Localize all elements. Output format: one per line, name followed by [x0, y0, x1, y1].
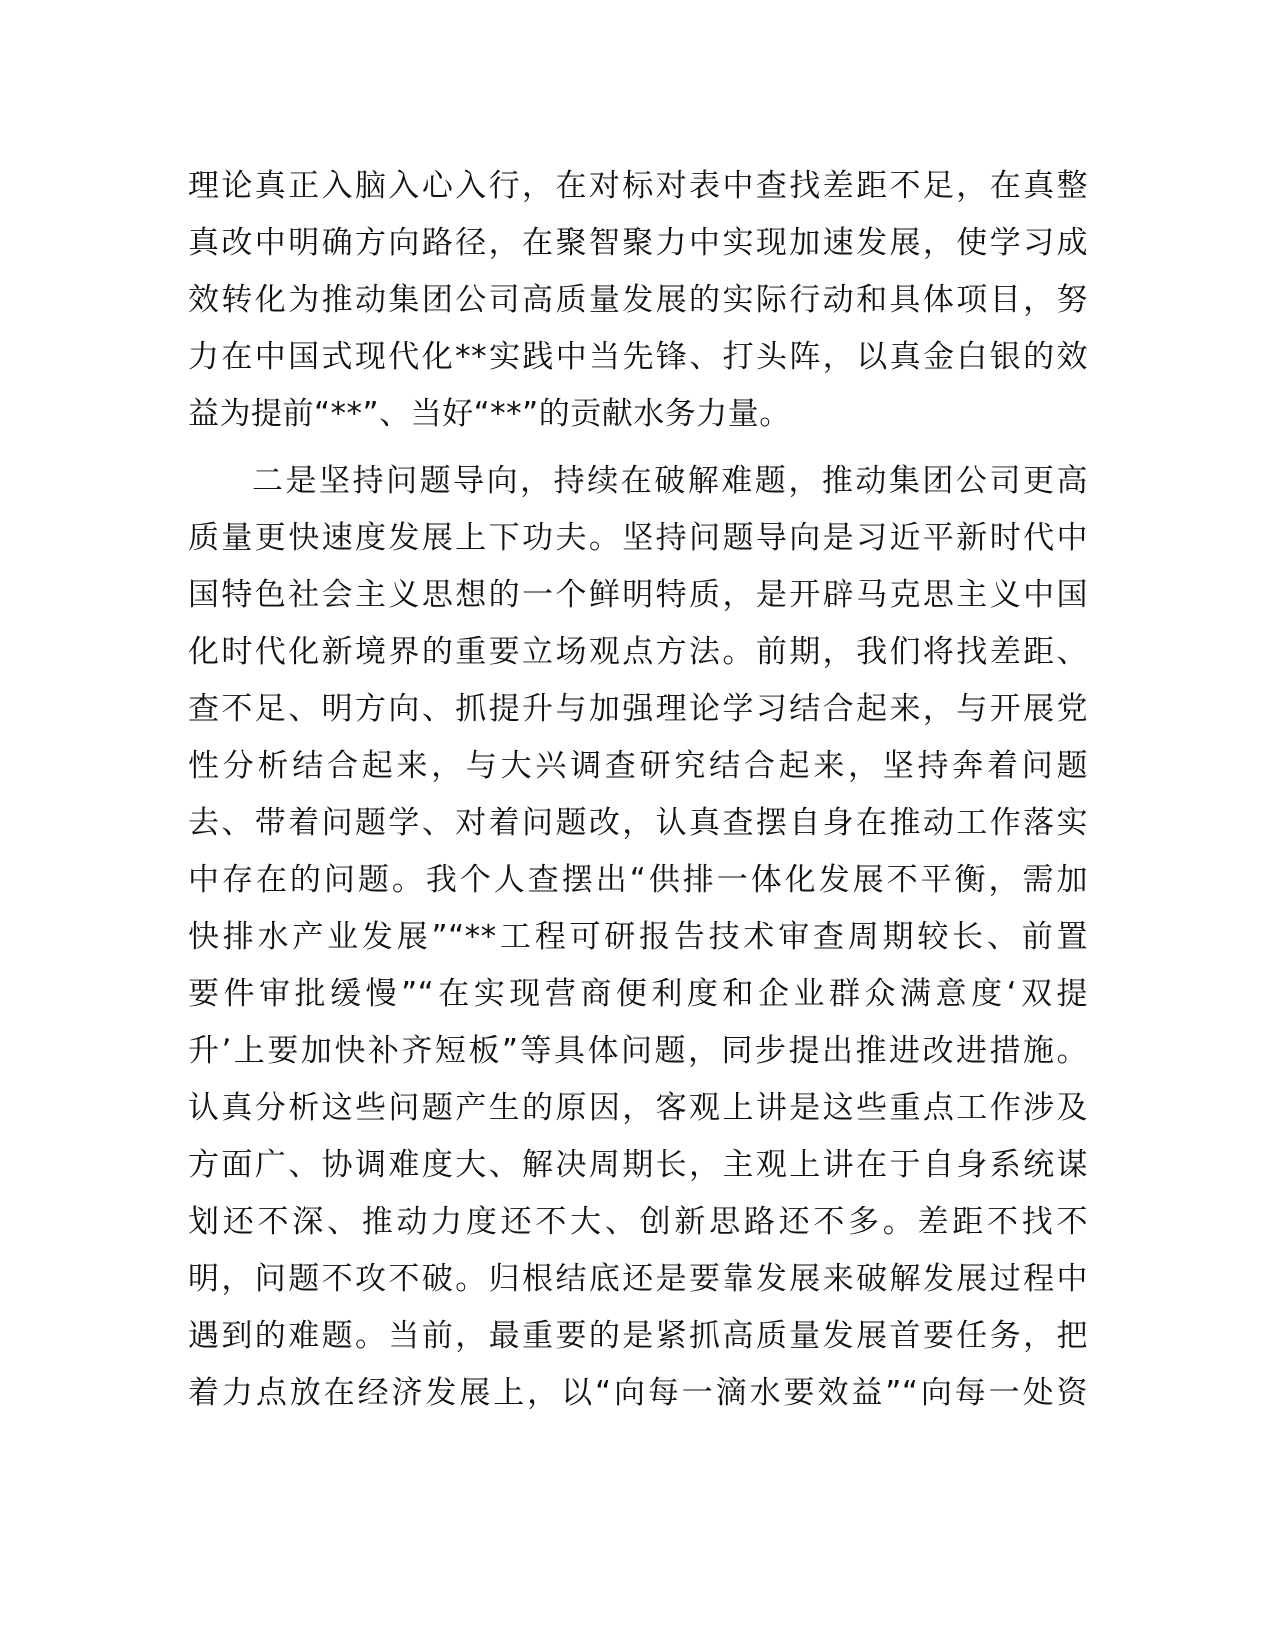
- text-line: 效转化为推动集团公司高质量发展的实际行动和具体项目，努: [188, 282, 1088, 318]
- text-line: 去、带着问题学、对着问题改，认真查摆自身在推动工作落实: [188, 805, 1088, 841]
- text-line: 质量更快速度发展上下功夫。坚持问题导向是习近平新时代中: [188, 520, 1088, 556]
- text-line: 要件审批缓慢”“在实现营商便利度和企业群众满意度‘双提: [188, 976, 1088, 1012]
- text-line: 国特色社会主义思想的一个鲜明特质，是开辟马克思主义中国: [188, 577, 1088, 613]
- text-line: 认真分析这些问题产生的原因，客观上讲是这些重点工作涉及: [188, 1090, 1088, 1126]
- text-line: 查不足、明方向、抓提升与加强理论学习结合起来，与开展党: [188, 691, 1088, 727]
- text-line: 遇到的难题。当前，最重要的是紧抓高质量发展首要任务，把: [188, 1318, 1088, 1354]
- text-line: 升’上要加快补齐短板”等具体问题，同步提出推进改进措施。: [188, 1033, 1088, 1069]
- text-line: 力在中国式现代化**实践中当先锋、打头阵，以真金白银的效: [188, 339, 1088, 375]
- text-line: 着力点放在经济发展上，以“向每一滴水要效益”“向每一处资: [188, 1375, 1088, 1411]
- text-line: 明，问题不攻不破。归根结底还是要靠发展来破解发展过程中: [188, 1261, 1088, 1297]
- text-line: 性分析结合起来，与大兴调查研究结合起来，坚持奔着问题: [188, 748, 1088, 784]
- text-line: 中存在的问题。我个人查摆出“供排一体化发展不平衡，需加: [188, 862, 1088, 898]
- paragraph-2: [188, 453, 1088, 1422]
- paragraph-gap: [188, 443, 1088, 453]
- document-body: [188, 158, 1088, 1422]
- text-line: 真改中明确方向路径，在聚智聚力中实现加速发展，使学习成: [188, 225, 1088, 261]
- text-line: 理论真正入脑入心入行，在对标对表中查找差距不足，在真整: [188, 168, 1088, 204]
- text-line: 二是坚持问题导向，持续在破解难题，推动集团公司更高: [252, 463, 1088, 499]
- text-line: 划还不深、推动力度还不大、创新思路还不多。差距不找不: [188, 1204, 1088, 1240]
- text-line: 快排水产业发展”“**工程可研报告技术审查周期较长、前置: [188, 919, 1088, 955]
- paragraph-1: [188, 158, 1088, 443]
- text-line: 方面广、协调难度大、解决周期长，主观上讲在于自身系统谋: [188, 1147, 1088, 1183]
- text-line: 化时代化新境界的重要立场观点方法。前期，我们将找差距、: [188, 634, 1088, 670]
- text-line: 益为提前“**”、当好“**”的贡献水务力量。: [188, 396, 791, 432]
